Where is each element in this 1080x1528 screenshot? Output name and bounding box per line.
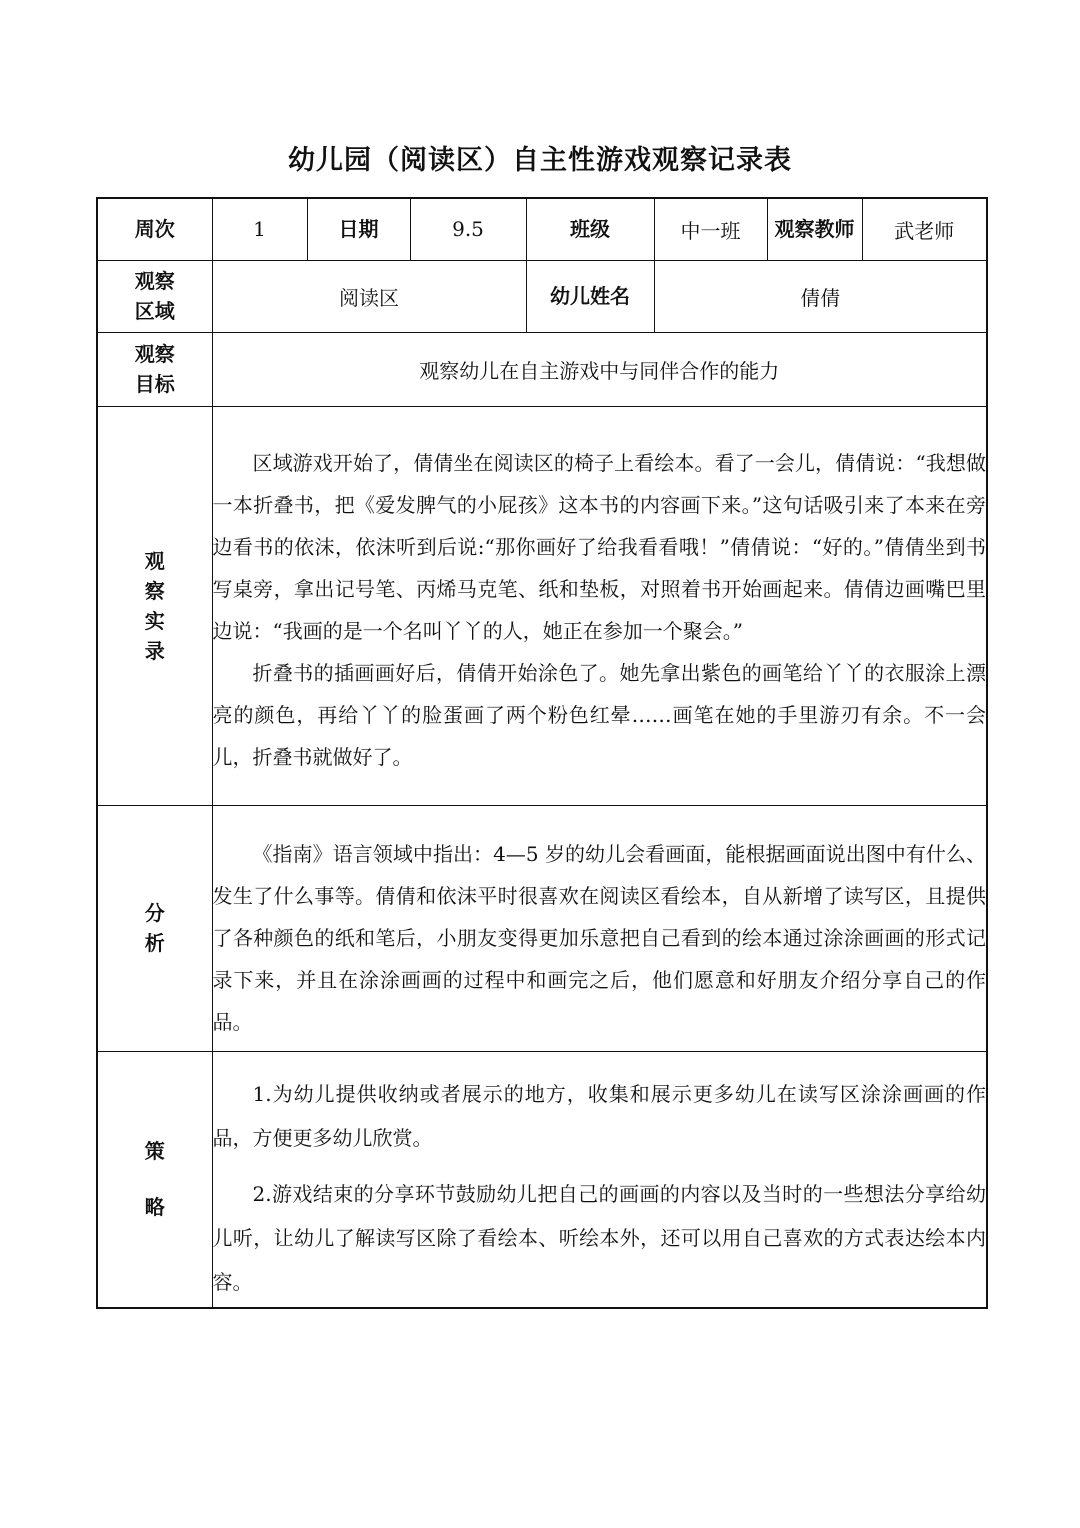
teacher-label: 观察教师 [767, 198, 862, 260]
goal-label-line1: 观察 [134, 342, 175, 366]
child-name-value: 倩倩 [654, 260, 987, 332]
page-title: 幼儿园（阅读区）自主性游戏观察记录表 [288, 145, 792, 176]
goal-value: 观察幼儿在自主游戏中与同伴合作的能力 [212, 332, 987, 406]
strategy-item-2: 2.游戏结束的分享环节鼓励幼儿把自己的画画的内容以及当时的一些想法分享给幼儿听，让幼儿了解读写区除了看绘本、听绘本外，还可以用自己喜欢的方式表达绘本内容。 [212, 1182, 986, 1295]
date-label: 日期 [307, 198, 410, 260]
analysis-label [97, 805, 212, 1051]
strategy-content [212, 1051, 987, 1308]
analysis-paragraph: 《指南》语言领域中指出：4—5 岁的幼儿会看画面，能根据画面说出图中有什么、发生了什么事等。倩倩和依沫平时很喜欢在阅读区看绘本，自从新增了读写区，且提供了各种颜色的纸和笔后，小朋友变得更加乐意把自己看到的绘本通过涂涂画画的形式记录下来，并且在涂涂画画的过程中和画完之后，他们愿意和好朋友介绍分享自己的作品。 [212, 842, 986, 1034]
teacher-value: 武老师 [862, 198, 987, 260]
observation-label-char: 观 [144, 548, 165, 573]
date-value: 9.5 [410, 198, 526, 260]
observation-content [212, 406, 987, 805]
area-value: 阅读区 [212, 260, 526, 332]
area-label-line2: 区域 [134, 299, 175, 323]
analysis-content [212, 805, 987, 1051]
observation-paragraph: 折叠书的插画画好后，倩倩开始涂色了。她先拿出紫色的画笔给丫丫的衣服涂上漂亮的颜色，再给丫丫的脸蛋画了两个粉色红晕……画笔在她的手里游刃有余。不一会儿，折叠书就做好了。 [212, 660, 986, 769]
strategy-label [97, 1051, 212, 1308]
observation-label-char: 实 [144, 608, 165, 633]
observation-label [97, 406, 212, 805]
strategy-item-1: 1.为幼儿提供收纳或者展示的地方，收集和展示更多幼儿在读写区涂涂画画的作品，方便更多幼儿欣赏。 [212, 1082, 986, 1151]
observation-label-char: 察 [144, 578, 165, 603]
week-value: 1 [212, 198, 307, 260]
observation-paragraph: 区域游戏开始了，倩倩坐在阅读区的椅子上看绘本。看了一会儿，倩倩说：“我想做一本折叠书，把《爱发脾气的小屁孩》这本书的内容画下来。”这句话吸引来了本来在旁边看书的依沫，依沫听到后说:“那你画好了给我看看哦！”倩倩说：“好的。”倩倩坐到书写桌旁，拿出记号笔、丙烯马克笔、纸和垫板，对照着书开始画起来。倩倩边画嘴巴里边说：“我画的是一个名叫丫丫的人，她正在参加一个聚会。” [212, 450, 986, 643]
strategy-label-char: 策 [144, 1139, 165, 1164]
analysis-label-char: 分 [144, 901, 165, 925]
area-label-line1: 观察 [134, 269, 175, 293]
analysis-label-char: 析 [144, 931, 165, 955]
class-value: 中一班 [654, 198, 767, 260]
area-label [97, 260, 212, 332]
strategy-label-char: 略 [144, 1195, 165, 1220]
child-name-label: 幼儿姓名 [526, 260, 654, 332]
class-label: 班级 [526, 198, 654, 260]
goal-label [97, 332, 212, 406]
observation-record-table [96, 197, 988, 1309]
week-label: 周次 [97, 198, 212, 260]
goal-label-line2: 目标 [134, 372, 175, 396]
observation-label-char: 录 [144, 638, 165, 663]
